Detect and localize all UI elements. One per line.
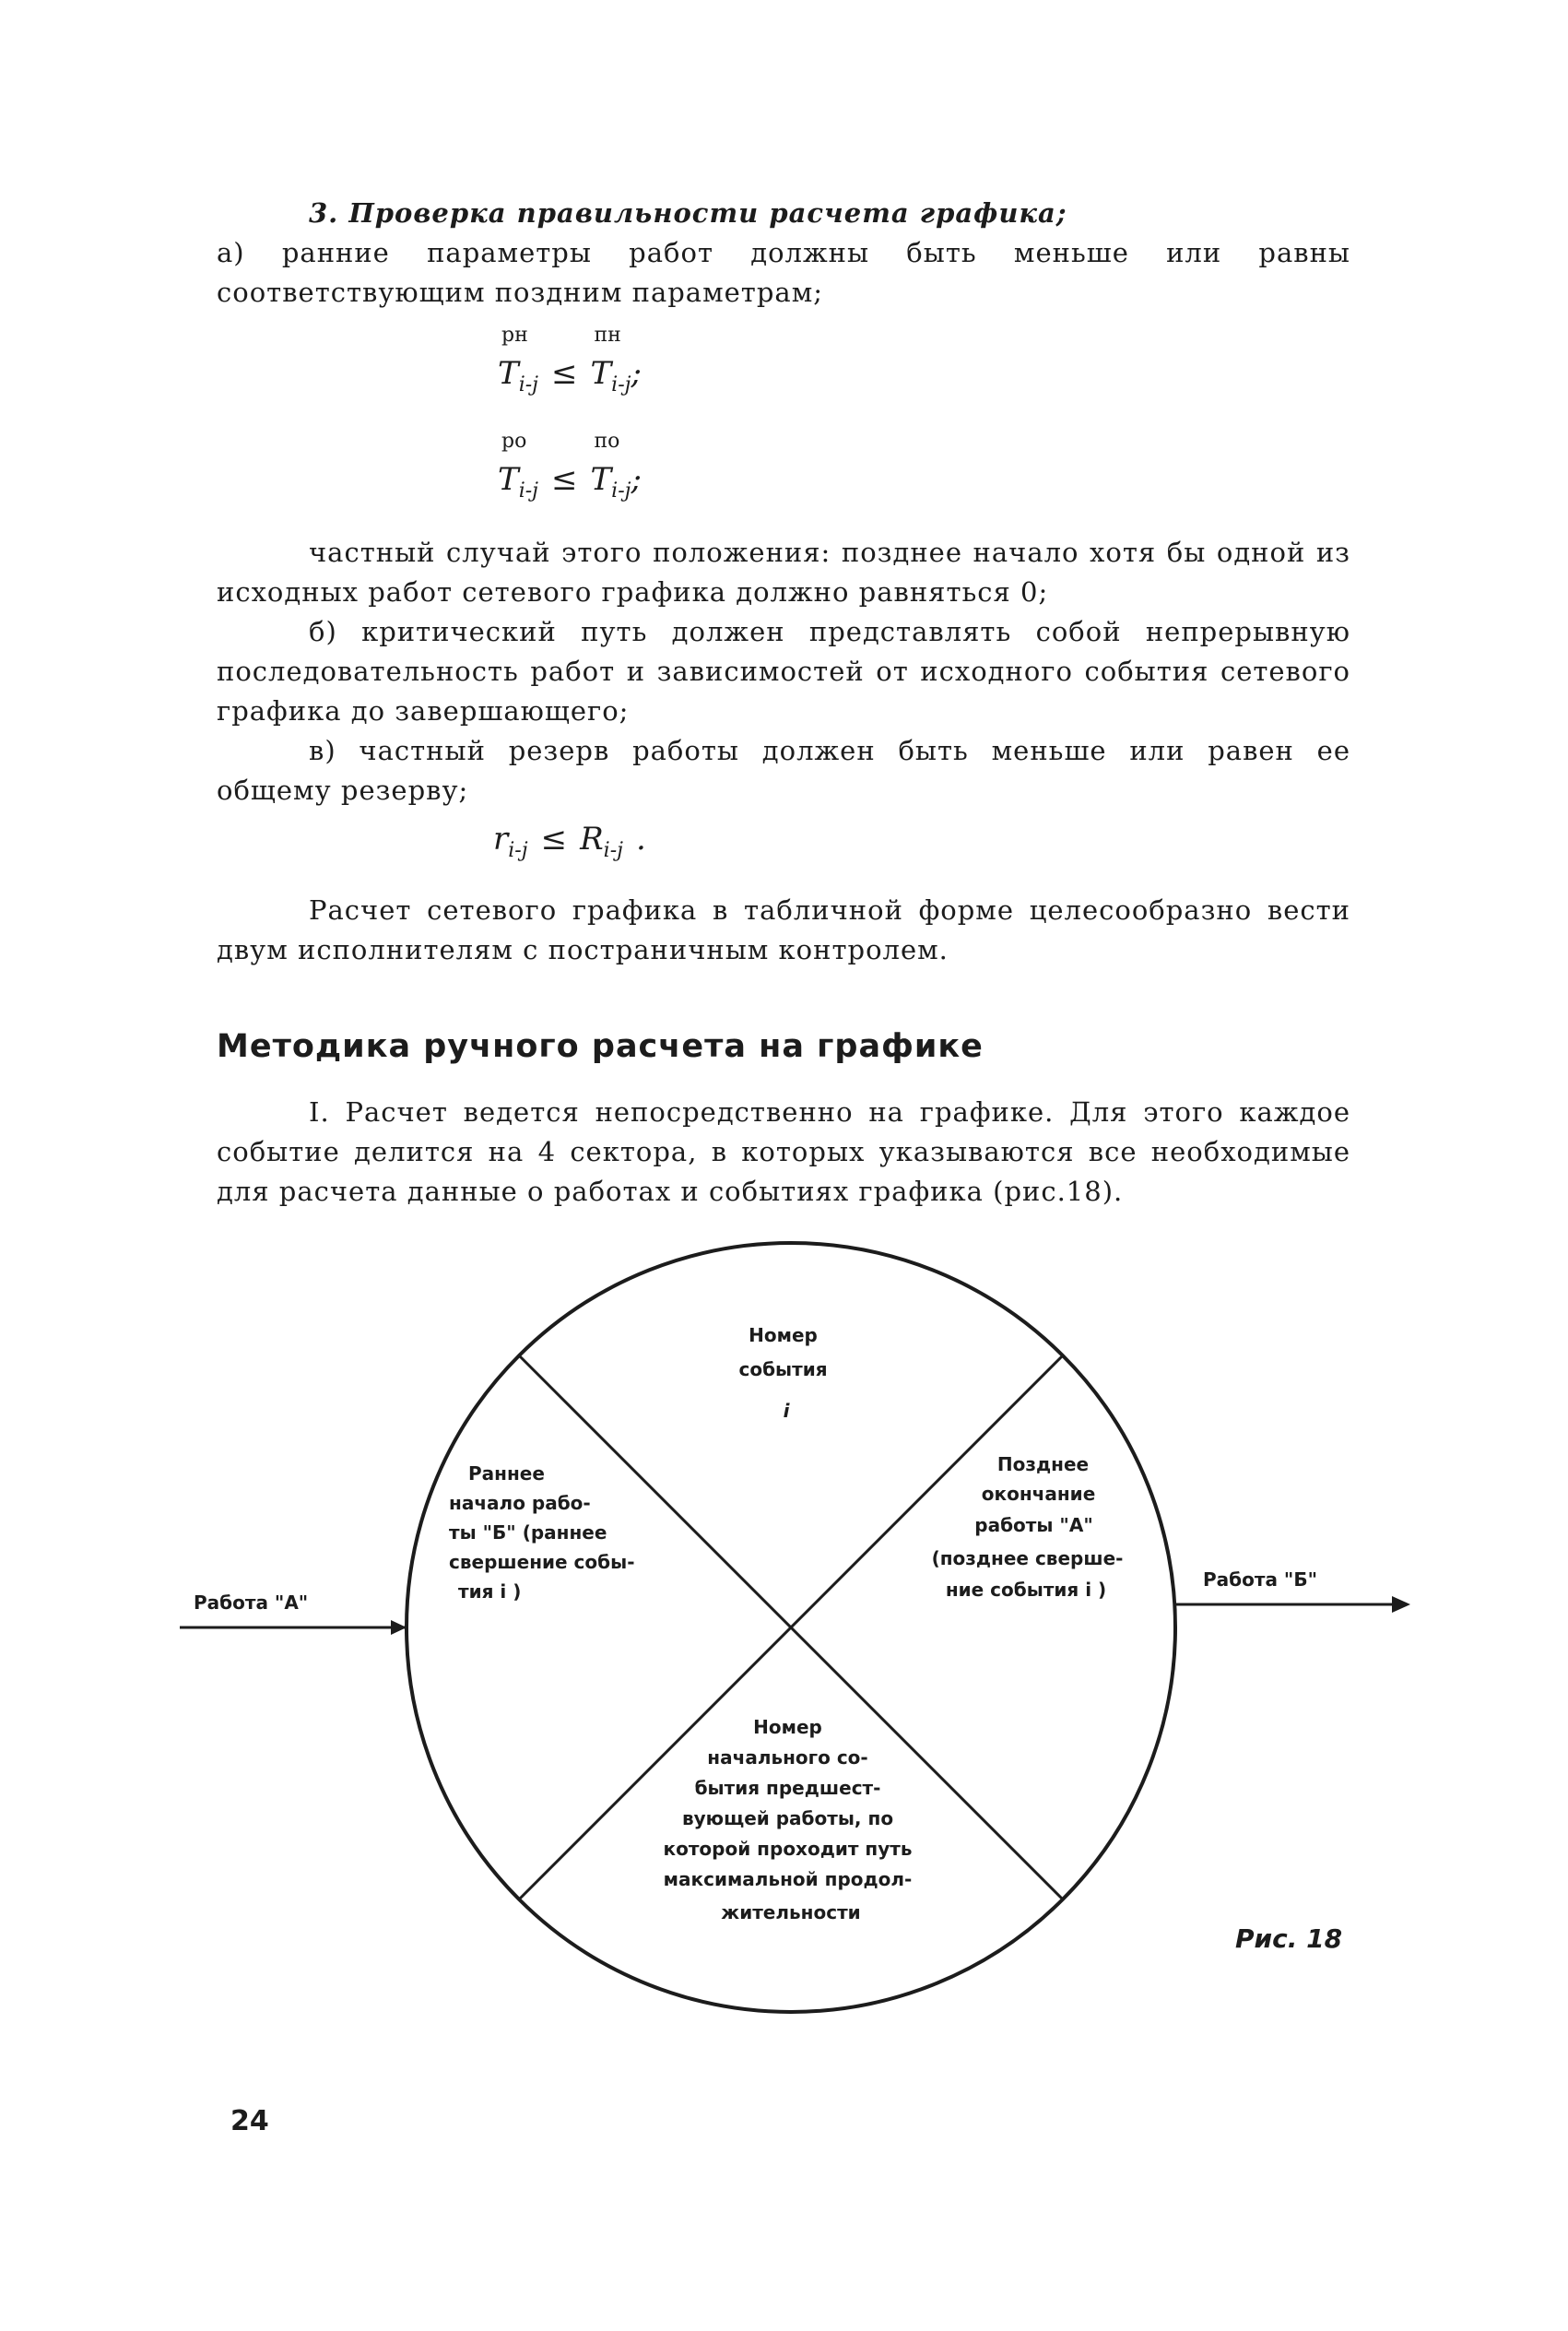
right-sector-line: Позднее [996,1453,1090,1475]
formula-terminator: ; [631,461,642,498]
item-b-paragraph: б) критический путь должен представлять собой непрерывную последовательность работ и зависимостей от исходного события сетевого графика до завершающего; [217,616,1350,727]
bottom-sector-line: Номер [753,1716,822,1738]
top-sector-text [738,1324,833,1422]
incoming-arrowhead [391,1620,407,1635]
left-sector-line: ты "Б" (раннее [449,1521,607,1544]
formula-operator: ≤ [550,355,578,392]
right-sector-line: окончание [981,1483,1096,1505]
formula-subscript: i-j [518,373,538,396]
item-v-paragraph: в) частный резерв работы должен быть меньше или равен ее общему резерву; [217,735,1350,806]
page-number: 24 [230,2105,269,2137]
incoming-work-label: Работа "А" [194,1591,309,1614]
formula-symbol: T [590,461,612,498]
formula-subscript: i-j [611,373,631,396]
outgoing-arrowhead [1392,1596,1410,1613]
formula-symbol: r [493,821,509,858]
top-sector-line: события [738,1358,828,1380]
left-sector-text [449,1462,641,1603]
bottom-sector-line: которой проходит путь [663,1838,913,1860]
top-sector-line: Номер [749,1324,818,1346]
method-paragraph: I. Расчет ведется непосредственно на графике. Для этого каждое событие делится на 4 сектора, в которых указываются все необходимые для расчета данные о работах и событиях графика (рис.18). [217,1096,1350,1207]
bottom-sector-text [664,1716,919,1923]
section-heading: Методика ручного расчета на графике [217,1028,984,1065]
formula-terminator: . [635,821,646,858]
formula-operator: ≤ [550,461,578,498]
closing-paragraph: Расчет сетевого графика в табличной форме целесообразно вести двум исполнителям с постраничным контролем. [217,894,1350,965]
formula-superscript: пн [594,324,621,347]
left-sector-line: тия i ) [458,1580,522,1603]
formula-subscript: i-j [518,479,538,503]
formula-subscript: i-j [508,839,528,862]
right-sector-line: ние события i ) [945,1579,1107,1601]
formula-superscript: по [594,430,620,453]
left-sector-line: Раннее [468,1462,545,1485]
bottom-sector-line: начального со- [707,1746,868,1769]
formula-terminator: ; [631,355,642,392]
formula-symbol: T [498,355,519,392]
right-sector-line: работы "А" [974,1514,1093,1536]
formula-subscript: i-j [603,839,623,862]
formula-superscript: ро [501,430,527,453]
right-sector-text [932,1453,1130,1601]
formula-operator: ≤ [540,821,568,858]
left-sector-line: начало рабо- [449,1492,591,1514]
special-case-paragraph: частный случай этого положения: позднее начало хотя бы одной из исходных работ сетевого графика должно равняться 0; [217,537,1350,608]
item-a-text: а) ранние параметры работ должны быть меньше или равны соответствующим поздним параметрам; [217,237,1350,308]
bottom-sector-line: бытия предшест- [694,1777,881,1799]
left-sector-line: свершение собы- [449,1551,635,1573]
right-sector-line: (позднее сверше- [931,1547,1124,1569]
outgoing-work-label: Работа "Б" [1203,1568,1317,1591]
bottom-sector-line: жительности [721,1901,861,1923]
figure-caption: Рис. 18 [1235,1923,1343,1954]
formula-symbol: T [498,461,519,498]
formula-symbol: T [590,355,612,392]
section-3-title: 3. Проверка правильности расчета графика; [309,197,1067,229]
formula-subscript: i-j [611,479,631,503]
bottom-sector-line: вующей работы, по [681,1807,894,1829]
formula-superscript: рн [501,324,528,347]
formula-symbol: R [580,821,604,858]
top-sector-line: i [783,1400,790,1422]
bottom-sector-line: максимальной продол- [663,1868,913,1890]
